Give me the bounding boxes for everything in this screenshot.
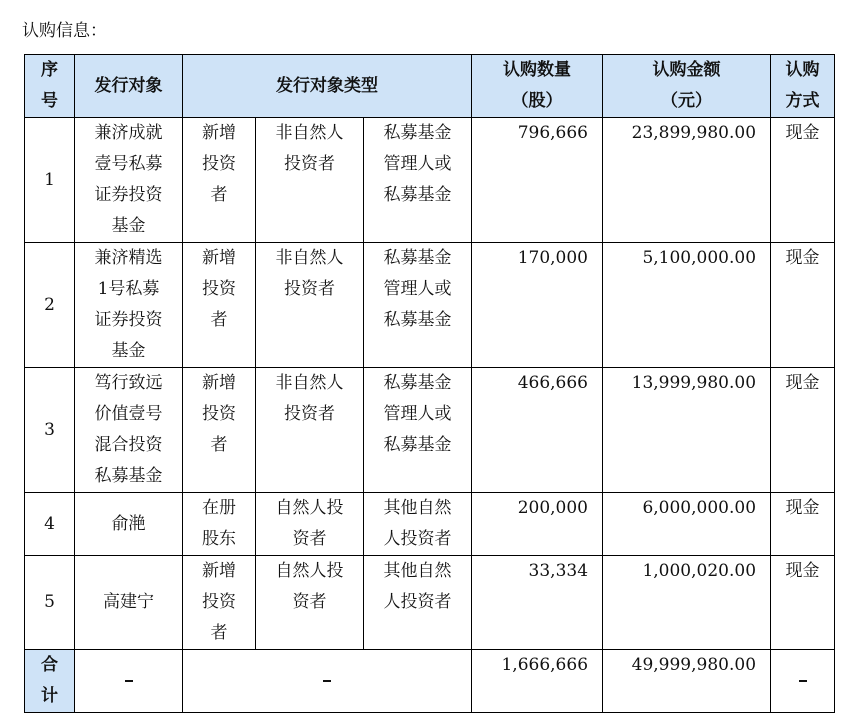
section-caption: 认购信息： [22, 21, 107, 41]
row-quantity: 200,000 [472, 493, 603, 556]
row-seq: 3 [25, 368, 75, 493]
row-type-b: 自然人投 资者 [256, 493, 364, 556]
row-quantity: 170,000 [472, 243, 603, 368]
row-name: 高建宁 [75, 556, 183, 650]
total-method-empty [771, 650, 835, 713]
table-row [25, 118, 835, 243]
row-type-c: 其他自然 人投资者 [364, 493, 472, 556]
header-issuer: 发行对象 [75, 55, 183, 118]
header-amount: 认购金额 （元） [603, 55, 771, 118]
total-label: 合 计 [25, 650, 75, 713]
table-row [25, 243, 835, 368]
row-name: 兼济精选 1号私募 证券投资 基金 [75, 243, 183, 368]
row-type-b: 非自然人 投资者 [256, 118, 364, 243]
table-row [25, 493, 835, 556]
total-amount: 49,999,980.00 [603, 650, 771, 713]
row-type-a: 新增 投资 者 [183, 243, 256, 368]
row-seq: 4 [25, 493, 75, 556]
table-row [25, 368, 835, 493]
row-name: 俞滟 [75, 493, 183, 556]
row-amount: 5,100,000.00 [603, 243, 771, 368]
header-seq: 序 号 [25, 55, 75, 118]
row-method: 现金 [771, 368, 835, 493]
row-method: 现金 [771, 118, 835, 243]
table-row [25, 556, 835, 650]
row-type-c: 私募基金 管理人或 私募基金 [364, 243, 472, 368]
row-amount: 1,000,020.00 [603, 556, 771, 650]
total-issuer-empty [75, 650, 183, 713]
row-name: 笃行致远 价值壹号 混合投资 私募基金 [75, 368, 183, 493]
row-type-a: 新增 投资 者 [183, 368, 256, 493]
row-type-b: 非自然人 投资者 [256, 368, 364, 493]
row-name: 兼济成就 壹号私募 证券投资 基金 [75, 118, 183, 243]
empty-dash [799, 680, 807, 682]
row-type-a: 新增 投资 者 [183, 118, 256, 243]
row-type-c: 其他自然 人投资者 [364, 556, 472, 650]
row-amount: 23,899,980.00 [603, 118, 771, 243]
header-issuer-type: 发行对象类型 [183, 55, 472, 118]
row-method: 现金 [771, 493, 835, 556]
subscription-table [24, 54, 835, 713]
row-seq: 1 [25, 118, 75, 243]
row-quantity: 796,666 [472, 118, 603, 243]
header-method: 认购 方式 [771, 55, 835, 118]
total-type-empty [183, 650, 472, 713]
total-row [25, 650, 835, 713]
row-seq: 5 [25, 556, 75, 650]
total-quantity: 1,666,666 [472, 650, 603, 713]
table-header-row [25, 55, 835, 118]
row-method: 现金 [771, 243, 835, 368]
empty-dash [323, 680, 331, 682]
row-amount: 13,999,980.00 [603, 368, 771, 493]
row-type-c: 私募基金 管理人或 私募基金 [364, 368, 472, 493]
row-seq: 2 [25, 243, 75, 368]
row-amount: 6,000,000.00 [603, 493, 771, 556]
row-type-b: 非自然人 投资者 [256, 243, 364, 368]
row-type-a: 新增 投资 者 [183, 556, 256, 650]
row-quantity: 466,666 [472, 368, 603, 493]
empty-dash [125, 680, 133, 682]
row-type-c: 私募基金 管理人或 私募基金 [364, 118, 472, 243]
row-quantity: 33,334 [472, 556, 603, 650]
row-type-b: 自然人投 资者 [256, 556, 364, 650]
row-type-a: 在册 股东 [183, 493, 256, 556]
header-quantity: 认购数量 （股） [472, 55, 603, 118]
row-method: 现金 [771, 556, 835, 650]
